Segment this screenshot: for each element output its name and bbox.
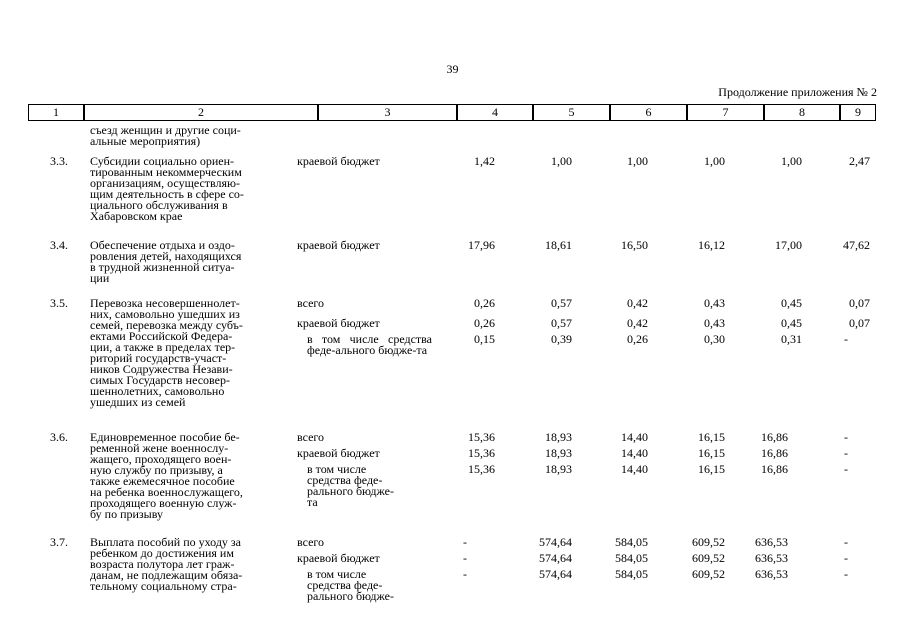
value-cell: 1,42 — [474, 154, 495, 168]
value-cell: 0,57 — [551, 316, 572, 330]
value-cell: - — [844, 567, 848, 581]
funding-source: краевой бюджет — [297, 238, 380, 252]
value-cell: 0,30 — [704, 332, 725, 346]
value-cell: 0,31 — [781, 332, 802, 346]
value-cell: - — [844, 462, 848, 476]
value-cell: 15,36 — [468, 462, 495, 476]
value-cell: 0,45 — [781, 316, 802, 330]
value-cell: 15,36 — [468, 430, 495, 444]
funding-source: краевой бюджет — [297, 316, 380, 330]
value-cell: 16,86 — [761, 462, 788, 476]
value-cell: 18,93 — [545, 462, 572, 476]
value-cell: 0,07 — [849, 296, 870, 310]
value-cell: 0,42 — [627, 296, 648, 310]
value-cell: 16,15 — [698, 446, 725, 460]
value-cell: 47,62 — [843, 238, 870, 252]
value-cell: 0,15 — [474, 332, 495, 346]
value-cell: 0,57 — [551, 296, 572, 310]
row-description: Выплата пособий по уходу за ребенком до достижения им возраста полутора лет граж- данам, не подлежащим обяза- тельному социальному стра- — [90, 535, 243, 593]
value-cell: - — [844, 446, 848, 460]
value-cell: 0,07 — [849, 316, 870, 330]
value-cell: - — [463, 551, 467, 565]
value-cell: 0,39 — [551, 332, 572, 346]
funding-source: всего — [297, 535, 325, 549]
value-cell: 17,00 — [775, 238, 802, 252]
funding-source: краевой бюджет — [297, 551, 380, 565]
value-cell: 16,86 — [761, 430, 788, 444]
value-cell: 1,00 — [704, 154, 725, 168]
value-cell: 2,47 — [849, 154, 870, 168]
value-cell: 609,52 — [692, 551, 725, 565]
header-cell: 6 — [610, 104, 687, 121]
value-cell: 584,05 — [615, 551, 648, 565]
row-description: Перевозка несовершеннолет- них, самовольно ушедших из семей, перевозка между субъ- ектами Российской Федера- ции, а также в пределах тер- риторий государств-участ- ников Содружества Незави- симых Государств несовер- шеннолетних, самовольно ушедших из семей — [90, 296, 243, 409]
header-cell: 2 — [84, 104, 318, 121]
carry-over-text: съезд женщин и другие соци- альные мероприятия) — [90, 123, 241, 148]
header-cell: 3 — [318, 104, 457, 121]
value-cell: 0,42 — [627, 316, 648, 330]
row-number: 3.5. — [50, 296, 68, 310]
value-cell: - — [844, 332, 848, 346]
funding-source: в том числе средства феде- рального бюдже- та — [307, 462, 394, 509]
value-cell: - — [844, 551, 848, 565]
header-cell: 9 — [840, 104, 876, 121]
header-cell: 4 — [457, 104, 533, 121]
value-cell: 18,93 — [545, 430, 572, 444]
value-cell: 16,50 — [621, 238, 648, 252]
value-cell: 15,36 — [468, 446, 495, 460]
page-number: 39 — [446, 62, 459, 76]
value-cell: 574,64 — [539, 551, 572, 565]
funding-source: в том числе средства феде- рального бюдже- — [307, 567, 394, 603]
value-cell: 16,12 — [698, 238, 725, 252]
row-number: 3.7. — [50, 535, 68, 549]
value-cell: 574,64 — [539, 535, 572, 549]
value-cell: 18,61 — [545, 238, 572, 252]
value-cell: 636,53 — [755, 551, 788, 565]
row-number: 3.3. — [50, 154, 68, 168]
funding-source: всего — [297, 430, 325, 444]
value-cell: 0,26 — [474, 316, 495, 330]
value-cell: 636,53 — [755, 567, 788, 581]
row-description: Обеспечение отдыха и оздо- ровления детей, находящихся в трудной жизненной ситуа- ции — [90, 238, 242, 285]
value-cell: 16,15 — [698, 462, 725, 476]
header-cell: 7 — [687, 104, 764, 121]
funding-source: краевой бюджет — [297, 154, 380, 168]
value-cell: 574,64 — [539, 567, 572, 581]
continuation-note: Продолжение приложения № 2 — [718, 85, 877, 99]
value-cell: 14,40 — [621, 446, 648, 460]
value-cell: 18,93 — [545, 446, 572, 460]
value-cell: 609,52 — [692, 535, 725, 549]
value-cell: 17,96 — [468, 238, 495, 252]
row-description: Единовременное пособие бе- ременной жене военнослу- жащего, проходящего воен- ную службу по призыву, а также ежемесячное пособие на ребенка военнослужащего, проходящего военную служ- бу по призыву — [90, 430, 243, 521]
header-cell: 1 — [28, 104, 84, 121]
value-cell: 1,00 — [627, 154, 648, 168]
value-cell: 0,43 — [704, 296, 725, 310]
row-description: Субсидии социально ориен- тированным некоммерческим организациям, осуществляю- щим деятельность в сфере со- циального обслуживания в Хабаровском крае — [90, 154, 244, 223]
value-cell: 16,15 — [698, 430, 725, 444]
value-cell: 14,40 — [621, 430, 648, 444]
value-cell: - — [844, 430, 848, 444]
value-cell: 1,00 — [781, 154, 802, 168]
header-cell: 5 — [533, 104, 610, 121]
row-number: 3.4. — [50, 238, 68, 252]
value-cell: 16,86 — [761, 446, 788, 460]
value-cell: - — [844, 535, 848, 549]
value-cell: 0,26 — [474, 296, 495, 310]
row-number: 3.6. — [50, 430, 68, 444]
value-cell: 0,26 — [627, 332, 648, 346]
value-cell: 584,05 — [615, 567, 648, 581]
value-cell: 14,40 — [621, 462, 648, 476]
value-cell: 1,00 — [551, 154, 572, 168]
value-cell: 636,53 — [755, 535, 788, 549]
table-header-row — [28, 104, 876, 121]
funding-source: краевой бюджет — [297, 446, 380, 460]
value-cell: - — [463, 535, 467, 549]
funding-source: всего — [297, 296, 325, 310]
value-cell: 0,45 — [781, 296, 802, 310]
header-cell: 8 — [764, 104, 840, 121]
value-cell: 0,43 — [704, 316, 725, 330]
funding-source: в том числе средства феде-ального бюдже-та — [307, 332, 432, 357]
value-cell: 584,05 — [615, 535, 648, 549]
value-cell: - — [463, 567, 467, 581]
value-cell: 609,52 — [692, 567, 725, 581]
